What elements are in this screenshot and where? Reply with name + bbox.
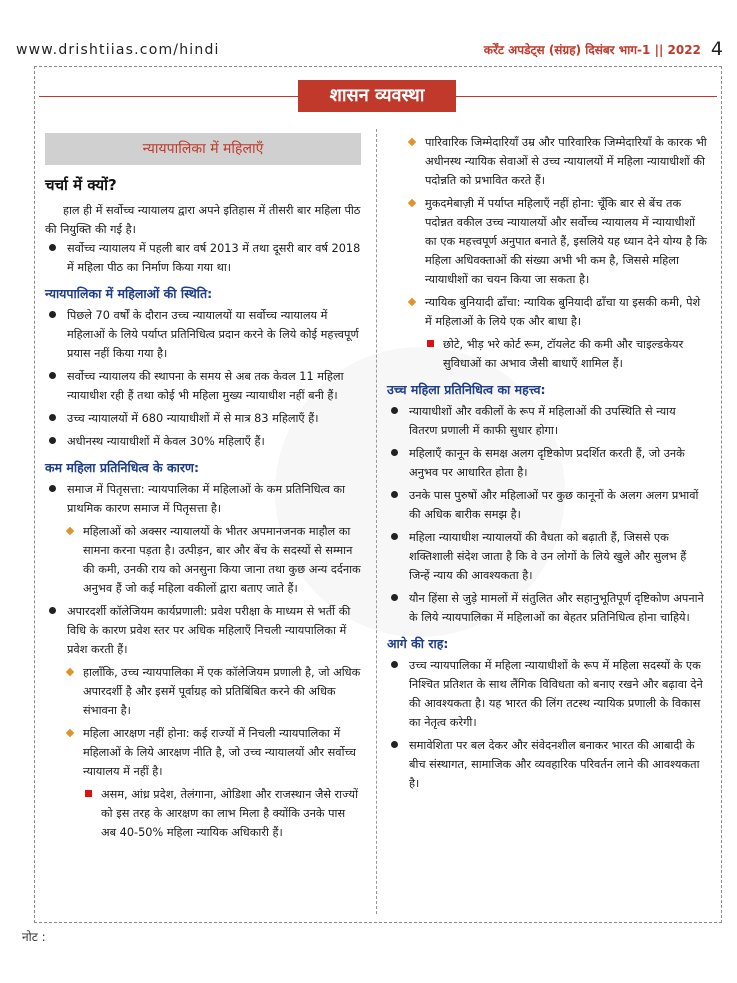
way-forward-list	[387, 656, 707, 793]
right-column	[387, 133, 707, 797]
bullet-icon	[49, 311, 56, 318]
importance-heading: उच्च महिला प्रतिनिधित्व का महत्त्व:	[387, 382, 546, 397]
list-item: अधीनस्थ न्यायाधीशों में केवल 30% महिलाएँ हैं।	[45, 432, 361, 451]
status-heading: न्यायपालिका में महिलाओं की स्थिति:	[45, 286, 213, 301]
list-item: न्यायिक बुनियादी ढाँचा: न्यायिक बुनियादी ढाँचा या इसकी कमी, पेशे में महिलाओं के लिये एक और बाधा है।	[387, 293, 707, 331]
diamond-bullet-icon	[66, 527, 74, 535]
column-divider	[376, 129, 377, 914]
list-item: असम, आंध्र प्रदेश, तेलंगाना, ओडिशा और राजस्थान जैसे राज्यों को इस तरह के आरक्षण का लाभ मिला है क्योंकि उनके पास अब 40-50% महिला न्यायिक अधिकारी हैं।	[45, 785, 361, 842]
section-banner: शासन व्यवस्था	[298, 80, 456, 112]
list-item: उच्च न्यायपालिका में महिला न्यायाधीशों के रूप में महिला सदस्यों के एक निश्चित प्रतिशत के साथ लैंगिक विविधता को बनाए रखने और बढ़ावा देने की आवश्यकता है। यह भारत की लिंग तटस्थ न्यायिक प्रणाली के विकास का नेतृत्व करेगी।	[387, 656, 707, 732]
list-item: महिलाओं को अक्सर न्यायालयों के भीतर अपमानजनक माहौल का सामना करना पड़ता है। उत्पीड़न, बार और बेंच के सदस्यों से सम्मान की कमी, उनकी राय को अनसुना किया जाना तथा कुछ अन्य दर्दनाक अनुभव हैं जो कई महिला वकीलों द्वारा बताए जाते हैं।	[45, 522, 361, 598]
list-item: सर्वोच्च न्यायालय की स्थापना के समय से अब तक केवल 11 महिला न्यायाधीश रही हैं तथा कोई भी महिला मुख्य न्यायाधीश नहीं बनी हैं।	[45, 367, 361, 405]
reasons-continued-list	[387, 133, 707, 373]
why-list	[45, 239, 361, 277]
bullet-icon	[49, 485, 56, 492]
bullet-icon	[391, 741, 398, 748]
list-item: उच्च न्यायालयों में 680 न्यायाधीशों में से मात्र 83 महिलाएँ हैं।	[45, 409, 361, 428]
list-item: मुकदमेबाज़ी में पर्याप्त महिलाएँ नहीं होना: चूँकि बार से बेंच तक पदोन्नत वकील उच्च न्यायालयों और सर्वोच्च न्यायालय में न्यायाधीशों का एक महत्त्वपूर्ण अनुपात बनाते हैं, इसलिये यह ध्यान देने योग्य है कि महिला अधिवक्ताओं की संख्या अभी भी कम है, जिससे महिला न्यायाधीशों का चयन किया जा सकता है।	[387, 194, 707, 289]
list-item: न्यायाधीशों और वकीलों के रूप में महिलाओं की उपस्थिति से न्याय वितरण प्रणाली में काफी सुधार होगा।	[387, 402, 707, 440]
list-item: अपारदर्शी कॉलेजियम कार्यप्रणाली: प्रवेश परीक्षा के माध्यम से भर्ती की विधि के कारण प्रवेश स्तर पर अधिक महिलाएँ निचली न्यायपालिका में प्रवेश करती हैं।	[45, 602, 361, 659]
why-heading: चर्चा में क्यों?	[45, 176, 117, 194]
article-topic: न्यायपालिका में महिलाएँ	[45, 133, 361, 165]
left-column	[45, 133, 361, 846]
list-item: छोटे, भीड़ भरे कोर्ट रूम, टॉयलेट की कमी और चाइल्डकेयर सुविधाओं का अभाव जैसी बाधाएँ शामिल हैं।	[387, 335, 707, 373]
diamond-bullet-icon	[408, 138, 416, 146]
bullet-icon	[391, 407, 398, 414]
bullet-icon	[49, 607, 56, 614]
issue-title: कर्रेंट अपडेट्स (संग्रह) दिसंबर भाग-1 || 2022	[483, 42, 701, 57]
diamond-bullet-icon	[408, 298, 416, 306]
bullet-icon	[49, 372, 56, 379]
status-list	[45, 306, 361, 451]
list-item: सर्वोच्च न्यायालय में पहली बार वर्ष 2013 में तथा दूसरी बार वर्ष 2018 में महिला पीठ का निर्माण किया गया था।	[45, 239, 361, 277]
content-frame	[34, 66, 722, 923]
list-item: पिछले 70 वर्षों के दौरान उच्च न्यायालयों या सर्वोच्च न्यायालय में महिलाओं के लिये पर्याप्त प्रतिनिधित्व प्रदान करने के लिये कोई महत्त्वपूर्ण प्रयास नहीं किया गया है।	[45, 306, 361, 363]
bullet-icon	[391, 533, 398, 540]
list-item: हालाँकि, उच्च न्यायपालिका में एक कॉलेजियम प्रणाली है, जो अधिक अपारदर्शी है और इसमें पूर्वाग्रह को प्रतिबिंबित करने की अधिक संभावना है।	[45, 663, 361, 720]
reasons-heading: कम महिला प्रतिनिधित्व के कारण:	[45, 460, 199, 475]
importance-list	[387, 402, 707, 627]
header-right	[484, 38, 723, 60]
list-item: पारिवारिक जिम्मेदारियाँ उम्र और पारिवारिक जिम्मेदारियाँ के कारक भी अधीनस्थ न्यायिक सेवाओं से उच्च न्यायालयों में महिला न्यायाधीशों की पदोन्नति को प्रभावित करते हैं।	[387, 133, 707, 190]
list-item: यौन हिंसा से जुड़े मामलों में संतुलित और सहानुभूतिपूर्ण दृष्टिकोण अपनाने के लिये न्यायपालिका में महिलाओं का बेहतर प्रतिनिधित्व होना चाहिये।	[387, 589, 707, 627]
bullet-icon	[49, 244, 56, 251]
list-item: समाज में पितृसत्ता: न्यायपालिका में महिलाओं के कम प्रतिनिधित्व का प्राथमिक कारण समाज में पितृसत्ता है।	[45, 480, 361, 518]
bullet-icon	[391, 491, 398, 498]
list-item: समावेशिता पर बल देकर और संवेदनशील बनाकर भारत की आबादी के बीच संस्थागत, सामाजिक और व्यवहारिक परिवर्तन लाने की आवश्यकता है।	[387, 736, 707, 793]
square-bullet-icon	[85, 790, 92, 797]
bullet-icon	[391, 449, 398, 456]
page-number: 4	[710, 38, 723, 60]
square-bullet-icon	[427, 340, 434, 347]
list-item: महिला आरक्षण नहीं होना: कई राज्यों में निचली न्यायपालिका में महिलाओं के लिये आरक्षण नीति है, जो उच्च न्यायालयों और सर्वोच्च न्यायालय में नहीं है।	[45, 724, 361, 781]
footer-note: नोट :	[22, 930, 46, 944]
why-intro: हाल ही में सर्वोच्च न्यायालय द्वारा अपने इतिहास में तीसरी बार महिला पीठ की नियुक्ति की गई है।	[45, 204, 361, 236]
bullet-icon	[49, 414, 56, 421]
reasons-list	[45, 480, 361, 842]
bullet-icon	[49, 437, 56, 444]
header-url[interactable]: www.drishtiias.com/hindi	[16, 42, 220, 58]
bullet-icon	[391, 594, 398, 601]
bullet-icon	[391, 661, 398, 668]
list-item: महिला न्यायाधीश न्यायालयों की वैधता को बढ़ाती हैं, जिससे एक शक्तिशाली संदेश जाता है कि वे उन लोगों के लिये खुले और सुलभ हैं जिन्हें न्याय की आवश्यकता है।	[387, 528, 707, 585]
diamond-bullet-icon	[408, 199, 416, 207]
diamond-bullet-icon	[66, 729, 74, 737]
list-item: महिलाएँ कानून के समक्ष अलग दृष्टिकोण प्रदर्शित करती हैं, जो उनके अनुभव पर आधारित होता है।	[387, 444, 707, 482]
way-forward-heading: आगे की राह:	[387, 636, 449, 651]
diamond-bullet-icon	[66, 668, 74, 676]
list-item: उनके पास पुरुषों और महिलाओं पर कुछ कानूनों के अलग अलग प्रभावों की अधिक बारीक समझ है।	[387, 486, 707, 524]
